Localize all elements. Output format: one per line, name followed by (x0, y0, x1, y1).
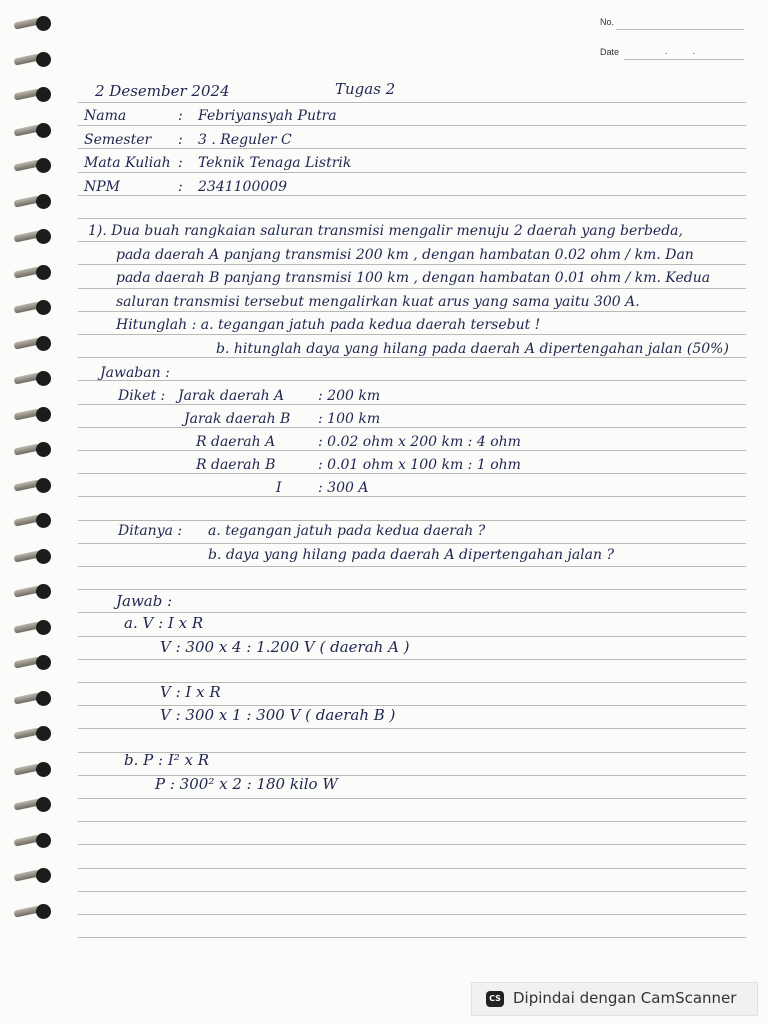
ruled-line (78, 264, 746, 265)
binding-ring (14, 513, 48, 529)
ruled-line (78, 728, 746, 729)
ruled-line (78, 241, 746, 242)
name-sep: : (178, 108, 183, 124)
ruled-line (78, 218, 746, 219)
binding-ring (14, 655, 48, 671)
date-dots: . . (665, 46, 696, 56)
jawaban-label: Jawaban : (100, 365, 170, 381)
binding-ring (14, 300, 48, 316)
ruled-line (78, 496, 746, 497)
course-sep: : (178, 155, 183, 171)
ditanya-a: a. tegangan jatuh pada kedua daerah ? (208, 523, 486, 539)
jawab-a-formula: a. V : I x R (124, 614, 204, 632)
binding-ring (14, 442, 48, 458)
diket-value-2: : 100 km (318, 411, 381, 427)
binding-ring (14, 123, 48, 139)
binding-ring (14, 833, 48, 849)
ruled-line (78, 589, 746, 590)
question-line-4: saluran transmisi tersebut mengalirkan kuat arus yang sama yaitu 300 A. (116, 294, 640, 310)
camscanner-watermark (471, 982, 758, 1016)
diket-value-3: : 0.02 ohm x 200 km : 4 ohm (318, 434, 521, 450)
question-line-3: pada daerah B panjang transmisi 100 km , dengan hambatan 0.01 ohm / km. Kedua (116, 270, 711, 286)
question-line-2: pada daerah A panjang transmisi 200 km , dengan hambatan 0.02 ohm / km. Dan (116, 247, 694, 263)
diket-name-5: I (276, 480, 282, 496)
npm-label: NPM (84, 179, 121, 195)
ditanya-label: Ditanya : (118, 523, 183, 539)
jawab-a-result: V : 300 x 4 : 1.200 V ( daerah A ) (160, 638, 410, 656)
ruled-line (78, 566, 746, 567)
ruled-line (78, 543, 746, 544)
binding-ring (14, 868, 48, 884)
page-title: Tugas 2 (335, 80, 396, 98)
camscanner-text: Dipindai dengan CamScanner (513, 989, 737, 1007)
binding-ring (14, 158, 48, 174)
diket-value-1: : 200 km (318, 388, 381, 404)
question-line-5: Hitunglah : a. tegangan jatuh pada kedua daerah tersebut ! (116, 317, 541, 333)
binding-ring (14, 726, 48, 742)
ditanya-b: b. daya yang hilang pada daerah A dipertengahan jalan ? (208, 547, 614, 563)
diket-name-4: R daerah B (196, 457, 276, 473)
jawab-b-result: P : 300² x 2 : 180 kilo W (155, 775, 338, 793)
ruled-line (78, 914, 746, 915)
question-line-6: b. hitunglah daya yang hilang pada daerah A dipertengahan jalan (50%) (216, 341, 729, 357)
ruled-line (78, 288, 746, 289)
no-label: No. (600, 17, 615, 27)
jawab-a-formula-b: V : I x R (160, 683, 221, 701)
binding-ring (14, 478, 48, 494)
binding-ring (14, 336, 48, 352)
diket-value-5: : 300 A (318, 480, 369, 496)
binding-ring (14, 229, 48, 245)
ruled-line (78, 868, 746, 869)
ruled-line (78, 937, 746, 938)
ruled-line (78, 427, 746, 428)
course-value: Teknik Tenaga Listrik (198, 155, 352, 171)
name-value: Febriyansyah Putra (198, 108, 337, 124)
ruled-line (78, 125, 746, 126)
npm-value: 2341100009 (198, 179, 288, 195)
binding-ring (14, 371, 48, 387)
binding-ring (14, 549, 48, 565)
name-label: Nama (84, 108, 127, 124)
ruled-line (78, 380, 746, 381)
npm-sep: : (178, 179, 183, 195)
diket-name-3: R daerah A (196, 434, 276, 450)
diket-name-1: Jarak daerah A (178, 388, 285, 404)
semester-sep: : (178, 132, 183, 148)
ruled-line (78, 102, 746, 103)
binding-ring (14, 620, 48, 636)
binding-ring (14, 194, 48, 210)
binding-ring (14, 762, 48, 778)
ruled-line (78, 798, 746, 799)
ruled-line (78, 520, 746, 521)
binding-ring (14, 407, 48, 423)
semester-label: Semester (84, 132, 152, 148)
binding-ring (14, 16, 48, 32)
binding-ring (14, 691, 48, 707)
ruled-line (78, 334, 746, 335)
course-label: Mata Kuliah (84, 155, 171, 171)
binding-ring (14, 52, 48, 68)
binding-ring (14, 265, 48, 281)
diket-label: Diket : (118, 388, 166, 404)
ruled-line (78, 844, 746, 845)
ruled-line (78, 659, 746, 660)
binding-ring (14, 797, 48, 813)
page-date: 2 Desember 2024 (95, 82, 230, 100)
date-label: Date (600, 47, 620, 57)
binding-ring (14, 584, 48, 600)
no-line (616, 29, 744, 30)
diket-value-4: : 0.01 ohm x 100 km : 1 ohm (318, 457, 521, 473)
jawab-a-result-b: V : 300 x 1 : 300 V ( daerah B ) (160, 706, 396, 724)
ruled-line (78, 636, 746, 637)
ruled-line (78, 821, 746, 822)
question-line-1: 1). Dua buah rangkaian saluran transmisi mengalir menuju 2 daerah yang berbeda, (88, 223, 683, 239)
date-line (624, 59, 744, 60)
binding-ring (14, 904, 48, 920)
ruled-line (78, 891, 746, 892)
camscanner-logo-icon: CS (486, 991, 504, 1007)
semester-value: 3 . Reguler C (198, 132, 292, 148)
jawab-label: Jawab : (116, 592, 173, 610)
diket-name-2: Jarak daerah B (184, 411, 291, 427)
jawab-b-formula: b. P : I² x R (124, 751, 210, 769)
binding-ring (14, 87, 48, 103)
